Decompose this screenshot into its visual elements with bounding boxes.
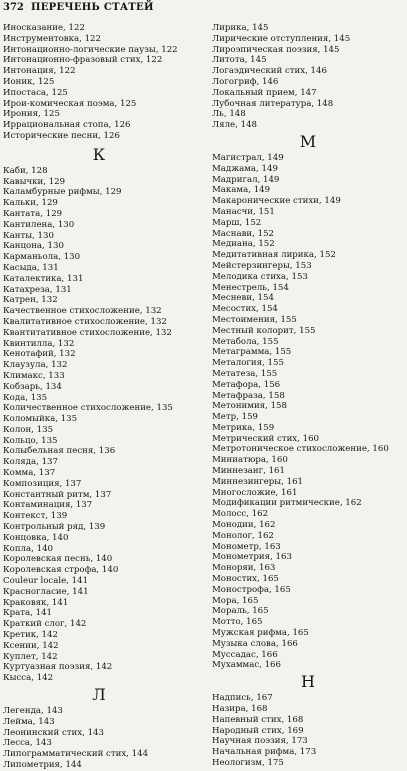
index-entry: Крата, 141	[3, 608, 53, 619]
index-entry: Канцона, 130	[3, 241, 64, 252]
index-entry: Монометр, 163	[212, 541, 281, 552]
index-entry: Липометрия, 144	[3, 760, 82, 770]
index-entry: Метабола, 155	[212, 336, 279, 347]
index-entry: Каби, 128	[3, 165, 48, 176]
index-entry: Куртуазная поэзия, 142	[3, 662, 113, 673]
index-entry: Муссадас, 166	[212, 649, 278, 660]
index-entry: Ль, 148	[212, 109, 246, 120]
index-entry: Лирика, 145	[212, 23, 269, 33]
page-number: 372	[3, 2, 24, 13]
index-entry: Ионик, 125	[3, 76, 55, 87]
index-entry: Колон, 135	[3, 424, 54, 435]
index-entry: Кольцо, 135	[3, 435, 58, 446]
index-entry: Лубочная литература, 148	[212, 98, 334, 109]
index-entry: Краткий слог, 142	[3, 619, 87, 630]
index-entry: Лирические отступления, 145	[212, 33, 351, 44]
index-entry: Металогия, 155	[212, 358, 284, 369]
index-entry: Couleur locale, 141	[3, 576, 89, 587]
left-column	[3, 23, 195, 771]
index-entry: Красногласие, 141	[3, 586, 89, 597]
index-entry: Мадригал, 149	[212, 174, 280, 185]
index-entry: Инструментовка, 122	[3, 33, 101, 44]
running-title: ПЕРЕЧЕНЬ СТАТЕЙ	[31, 2, 154, 13]
index-entry: Медитативная лирика, 152	[212, 250, 336, 261]
index-entry: Метафраза, 158	[212, 390, 285, 401]
index-entry: Метр, 159	[212, 412, 259, 423]
index-entry: Местный колорит, 155	[212, 325, 316, 336]
section-letter-m: М	[299, 131, 317, 151]
index-entry: Копла, 140	[3, 543, 54, 554]
index-entry: Коляда, 137	[3, 457, 58, 468]
index-entry: Кавычки, 129	[3, 176, 66, 187]
index-entry: Литота, 145	[212, 55, 267, 66]
index-entry: Куплет, 142	[3, 651, 58, 662]
index-entry: Контрольный ряд, 139	[3, 522, 106, 533]
index-entry: Кысса, 142	[3, 673, 54, 684]
index-entry: Кода, 135	[3, 392, 48, 403]
index-entry: Назира, 168	[212, 704, 268, 715]
index-entry: Иррациональная стопа, 126	[3, 120, 131, 131]
index-entry: Мелодика стиха, 153	[212, 271, 308, 282]
index-entry: Метрический стих, 160	[212, 433, 320, 444]
index-entry: Ирония, 125	[3, 109, 60, 120]
index-entry: Квинтилла, 132	[3, 338, 75, 349]
index-entry: Маджама, 149	[212, 163, 278, 174]
index-entry: Месневи, 154	[212, 293, 274, 304]
index-entry: Каламбурные рифмы, 129	[3, 187, 122, 198]
index-entry: Климакс, 133	[3, 370, 65, 381]
index-entry: Ксении, 142	[3, 640, 59, 651]
index-entry: Коломыйка, 135	[3, 414, 78, 425]
index-entry: Иносказание, 122	[3, 23, 85, 33]
index-entry: Каталектика, 131	[3, 273, 84, 284]
index-entry: Качественное стихосложение, 132	[3, 306, 162, 317]
index-entry: Логаэдический стих, 146	[212, 66, 327, 77]
index-entry: Молосс, 162	[212, 509, 269, 520]
index-entry: Метонимия, 158	[212, 401, 287, 412]
index-entry: Леонинский стих, 143	[3, 727, 104, 738]
section-letter-k: К	[92, 144, 106, 164]
index-entry: Интонационно-логические паузы, 122	[3, 44, 178, 55]
entries-i-section	[3, 23, 195, 142]
index-entry: Многосложие, 161	[212, 487, 298, 498]
index-entry: Мужская рифма, 165	[212, 628, 309, 639]
index-entry: Квалитативное стихосложение, 132	[3, 316, 167, 327]
index-entry: Количественное стихосложение, 135	[3, 403, 173, 414]
index-entry: Надпись, 167	[212, 693, 273, 704]
index-entry: Миннезингеры, 161	[212, 476, 304, 487]
index-entry: Королевская строфа, 140	[3, 565, 119, 576]
index-entry: Научная поэзия, 173	[212, 736, 308, 747]
index-entry: Катахреза, 131	[3, 284, 72, 295]
index-entry: Контекст, 139	[3, 511, 68, 522]
index-entry: Монометрия, 163	[212, 552, 292, 563]
index-entry: Манасчи, 151	[212, 206, 275, 217]
index-entry: Ирои-комическая поэма, 125	[3, 98, 137, 109]
index-entry: Народный стих, 169	[212, 725, 304, 736]
index-entry: Мораль, 165	[212, 606, 269, 617]
index-entry: Напевный стих, 168	[212, 714, 304, 725]
index-entry: Кобзарь, 134	[3, 381, 62, 392]
index-entry: Кретик, 142	[3, 630, 58, 641]
index-entry: Моноряи, 163	[212, 563, 276, 574]
index-entry: Макаронические стихи, 149	[212, 196, 341, 207]
section-letter-l: Л	[92, 685, 106, 705]
index-entry: Интонационно-фразовый стих, 122	[3, 55, 163, 66]
entries-k-section	[3, 166, 195, 684]
index-entry: Неологизм, 175	[212, 758, 284, 768]
index-entry: Комма, 137	[3, 468, 56, 479]
entries-l-continued-section	[212, 23, 404, 131]
index-entry: Монодии, 162	[212, 520, 276, 531]
index-entry: Начальная рифма, 173	[212, 747, 317, 758]
index-entry: Интонация, 122	[3, 66, 76, 77]
index-entry: Логогриф, 146	[212, 76, 279, 87]
index-entry: Лесса, 143	[3, 738, 52, 749]
index-entry: Лироэпическая поэзия, 145	[212, 44, 340, 55]
index-entry: Колыбельная песня, 136	[3, 446, 116, 457]
index-entry: Метрика, 159	[212, 422, 275, 433]
index-entry: Ипостаса, 125	[3, 87, 68, 98]
index-entry: Константный ритм, 137	[3, 489, 112, 500]
index-entry: Лейма, 143	[3, 716, 55, 727]
index-entry: Ляле, 148	[212, 120, 258, 131]
index-entry: Кантата, 129	[3, 208, 63, 219]
entries-m-section	[212, 153, 404, 671]
index-entry: Монолог, 162	[212, 530, 274, 541]
entries-n-section	[212, 693, 404, 769]
index-entry: Музыка слова, 166	[212, 638, 298, 649]
index-entry: Мора, 165	[212, 595, 259, 606]
index-entry: Медиана, 152	[212, 239, 275, 250]
index-entry: Маснави, 152	[212, 228, 275, 239]
index-entry: Квантитативное стихосложение, 132	[3, 327, 172, 338]
index-entry: Мейстерзингеры, 153	[212, 260, 312, 271]
index-entry: Макама, 149	[212, 185, 271, 196]
right-column	[212, 23, 404, 769]
index-entry: Липограмматический стих, 144	[3, 749, 149, 760]
index-entry: Местоимения, 155	[212, 314, 297, 325]
index-entry: Легенда, 143	[3, 706, 63, 717]
index-entry: Катрен, 132	[3, 295, 58, 306]
index-entry: Локальный прием, 147	[212, 87, 317, 98]
index-entry: Моностих, 165	[212, 574, 279, 585]
index-entry: Карманьола, 130	[3, 252, 81, 263]
index-entry: Метатеза, 155	[212, 368, 278, 379]
index-entry: Менестрель, 154	[212, 282, 289, 293]
entries-l-section	[3, 706, 195, 771]
index-entry: Магистрал, 149	[212, 152, 284, 163]
page-header	[3, 2, 403, 16]
index-entry: Метаграмма, 155	[212, 347, 292, 358]
index-entry: Миннезанг, 161	[212, 466, 285, 477]
index-entry: Концовка, 140	[3, 532, 69, 543]
index-entry: Композиция, 137	[3, 478, 82, 489]
index-entry: Мотто, 165	[212, 617, 263, 628]
index-entry: Канты, 130	[3, 230, 54, 241]
index-entry: Месостих, 154	[212, 304, 278, 315]
index-entry: Модификации ритмические, 162	[212, 498, 362, 509]
index-entry: Контаминация, 137	[3, 500, 93, 511]
index-entry: Кенотафий, 132	[3, 349, 76, 360]
index-entry: Монострофа, 165	[212, 584, 291, 595]
index-entry: Исторические песни, 126	[3, 130, 120, 141]
index-entry: Мухаммас, 166	[212, 660, 281, 671]
index-entry: Кантилена, 130	[3, 219, 75, 230]
index-entry: Кальки, 129	[3, 198, 58, 209]
index-entry: Клаузула, 132	[3, 360, 68, 371]
index-entry: Метротоническое стихосложение, 160	[212, 444, 389, 455]
index-entry: Марш, 152	[212, 217, 262, 228]
index-entry: Королевская песнь, 140	[3, 554, 113, 565]
index-entry: Метафора, 156	[212, 379, 281, 390]
index-entry: Краковяк, 141	[3, 597, 69, 608]
index-entry: Касыда, 131	[3, 262, 59, 273]
index-entry: Миниатюра, 160	[212, 455, 288, 466]
section-letter-n: Н	[301, 672, 315, 692]
